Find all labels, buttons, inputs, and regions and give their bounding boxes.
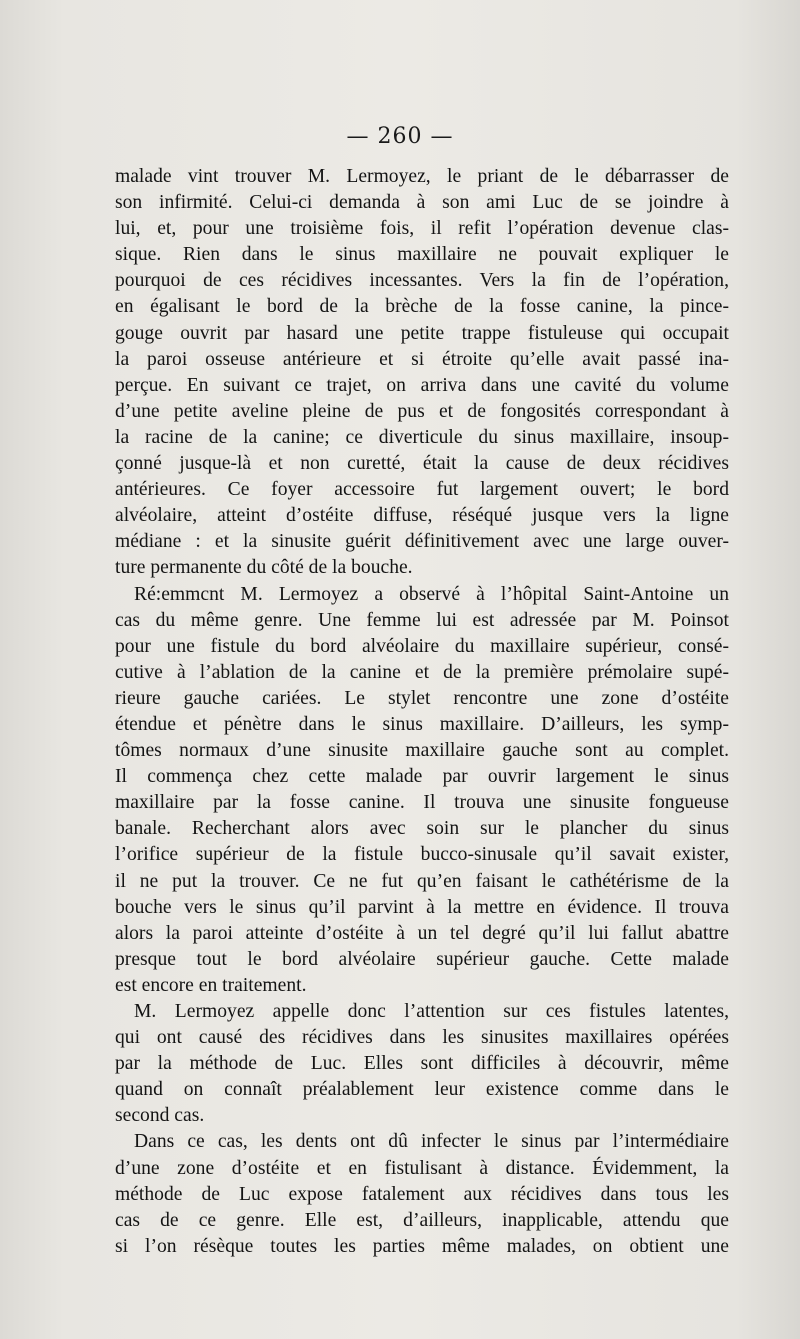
- paragraph: [115, 164, 729, 582]
- text-line: la paroi osseuse antérieure et si étroite qu’elle avait passé ina-: [115, 348, 729, 370]
- text-line: bouche vers le sinus qu’il parvint à la mettre en évidence. Il trouva: [115, 896, 729, 918]
- text-line: maxillaire par la fosse canine. Il trouva une sinusite fongueuse: [115, 792, 729, 814]
- text-line: gouge ouvrit par hasard une petite trappe fistuleuse qui occupait: [115, 322, 729, 344]
- text-line: cas du même genre. Une femme lui est adressée par M. Poinsot: [115, 609, 729, 631]
- text-line: antérieures. Ce foyer accessoire fut largement ouvert; le bord: [115, 479, 729, 501]
- paragraph: [115, 582, 729, 1000]
- text-line: ture permanente du côté de la bouche.: [115, 557, 413, 579]
- text-line: Il commença chez cette malade par ouvrir largement le sinus: [115, 766, 729, 788]
- paragraph: [115, 999, 729, 1129]
- text-line: l’orifice supérieur de la fistule bucco-sinusale qu’il savait exister,: [115, 844, 729, 866]
- text-line: quand on connaît préalablement leur existence comme dans le: [115, 1079, 729, 1101]
- text-line: pourquoi de ces récidives incessantes. Vers la fin de l’opération,: [115, 270, 729, 292]
- text-line: Ré:emmcnt M. Lermoyez a observé à l’hôpital Saint-Antoine un: [134, 583, 729, 605]
- text-line: malade vint trouver M. Lermoyez, le priant de le débarrasser de: [115, 166, 729, 187]
- text-line: qui ont causé des récidives dans les sinusites maxillaires opérées: [115, 1027, 729, 1049]
- text-line: alors la paroi atteinte d’ostéite à un tel degré qu’il lui fallut abattre: [115, 922, 729, 944]
- paragraph: [115, 1129, 729, 1259]
- text-line: cas de ce genre. Elle est, d’ailleurs, inapplicable, attendu que: [115, 1209, 729, 1231]
- text-line: d’une petite aveline pleine de pus et de fongosités correspondant à: [115, 400, 729, 422]
- text-line: lui, et, pour une troisième fois, il refit l’opération devenue clas-: [115, 218, 729, 240]
- page-number: — 260 —: [346, 124, 454, 149]
- text-line: la racine de la canine; ce diverticule du sinus maxillaire, insoup-: [115, 426, 729, 448]
- text-line: méthode de Luc expose fatalement aux récidives dans tous les: [115, 1183, 729, 1205]
- text-line: d’une zone d’ostéite et en fistulisant à distance. Évidemment, la: [115, 1157, 729, 1179]
- text-line: M. Lermoyez appelle donc l’attention sur ces fistules latentes,: [134, 1001, 729, 1022]
- text-line: cutive à l’ablation de la canine et de la première prémolaire supé-: [115, 661, 729, 683]
- text-line: tômes normaux d’une sinusite maxillaire gauche sont au complet.: [115, 740, 729, 762]
- body-text: [115, 164, 729, 1260]
- text-line: pour une fistule du bord alvéolaire du maxillaire supérieur, consé-: [115, 635, 729, 657]
- text-line: médiane : et la sinusite guérit définitivement avec une large ouver-: [115, 531, 729, 553]
- text-line: perçue. En suivant ce trajet, on arriva dans une cavité du volume: [115, 374, 729, 396]
- text-line: alvéolaire, atteint d’ostéite diffuse, réséqué jusque vers la ligne: [115, 505, 729, 527]
- text-line: sique. Rien dans le sinus maxillaire ne pouvait expliquer le: [115, 244, 729, 266]
- text-line: est encore en traitement.: [115, 974, 307, 996]
- text-line: par la méthode de Luc. Elles sont difficiles à découvrir, même: [115, 1053, 729, 1075]
- text-line: son infirmité. Celui-ci demanda à son ami Luc de se joindre à: [115, 192, 729, 214]
- text-line: rieure gauche cariées. Le stylet rencontre une zone d’ostéite: [115, 687, 729, 709]
- text-line: presque tout le bord alvéolaire supérieur gauche. Cette malade: [115, 948, 729, 970]
- text-line: banale. Recherchant alors avec soin sur le plancher du sinus: [115, 818, 729, 840]
- text-line: second cas.: [115, 1105, 205, 1127]
- text-line: en égalisant le bord de la brèche de la fosse canine, la pince-: [115, 296, 729, 318]
- text-line: étendue et pénètre dans le sinus maxillaire. D’ailleurs, les symp-: [115, 713, 729, 735]
- text-line: si l’on résèque toutes les parties même malades, on obtient une: [115, 1235, 729, 1257]
- text-line: çonné jusque-là et non curetté, était la cause de deux récidives: [115, 453, 729, 475]
- text-line: il ne put la trouver. Ce ne fut qu’en faisant le cathétérisme de la: [115, 870, 729, 892]
- text-line: Dans ce cas, les dents ont dû infecter le sinus par l’intermédiaire: [134, 1131, 729, 1153]
